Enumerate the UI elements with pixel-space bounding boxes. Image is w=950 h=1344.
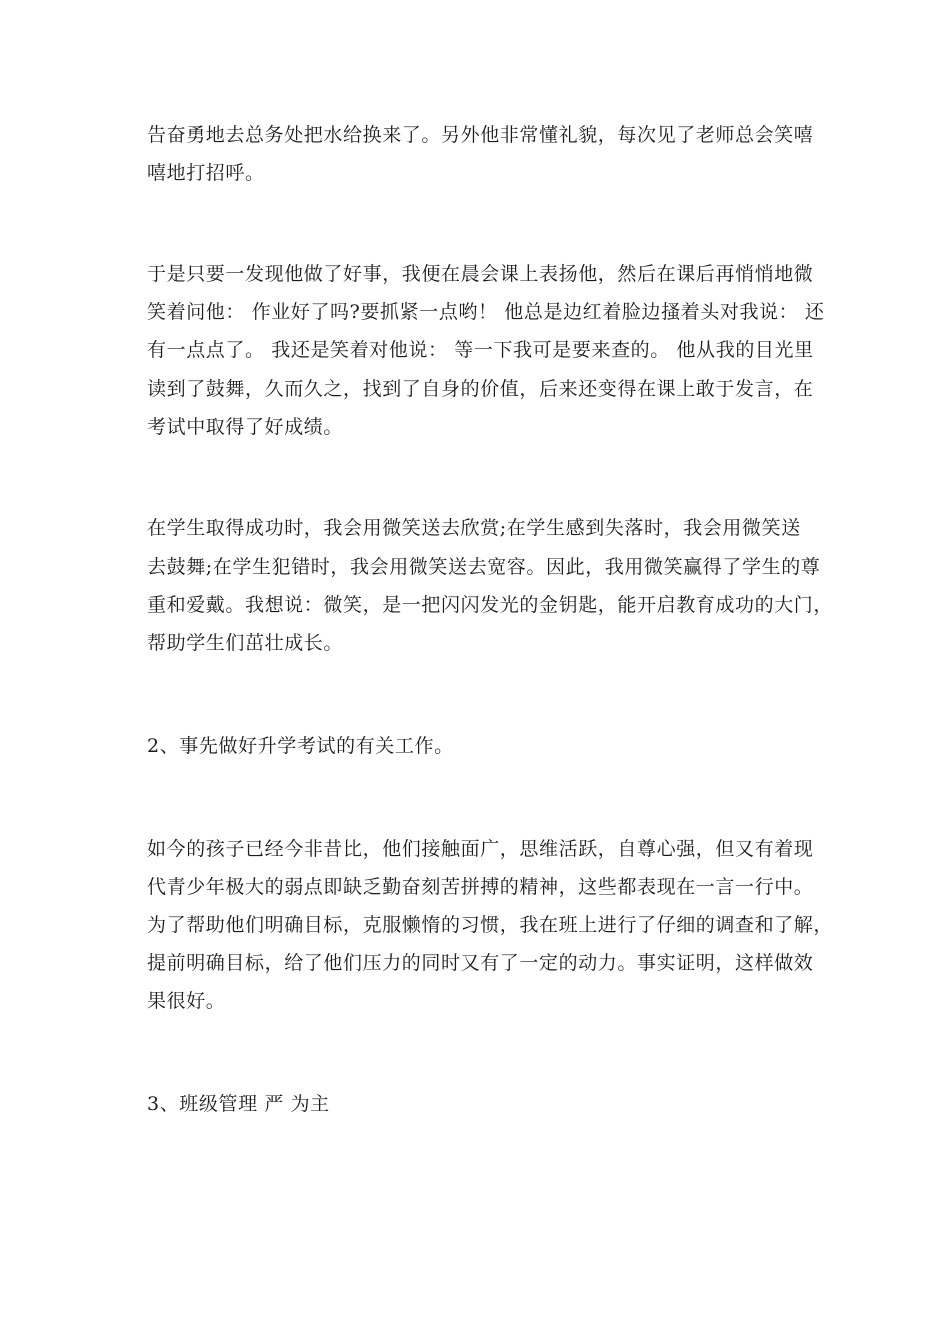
paragraph-5-line-3: 为了帮助他们明确目标，克服懒惰的习惯，我在班上进行了仔细的调查和了解， (147, 914, 834, 936)
paragraph-5-line-4: 提前明确目标，给了他们压力的同时又有了一定的动力。事实证明，这样做效 (147, 952, 814, 974)
paragraph-2-line-3: 有一点点了。 我还是笑着对他说： 等一下我可是要来查的。 他从我的目光里 (147, 339, 814, 361)
paragraph-5-line-1: 如今的孩子已经今非昔比，他们接触面广，思维活跃，自尊心强，但又有着现 (147, 838, 814, 860)
section-heading-2: 2、事先做好升学考试的有关工作。 (147, 735, 454, 757)
paragraph-1-line-2: 嘻地打招呼。 (147, 162, 265, 184)
paragraph-5-line-2: 代青少年极大的弱点即缺乏勤奋刻苦拼搏的精神，这些都表现在一言一行中。 (147, 876, 814, 898)
section-heading-3: 3、班级管理 严 为主 (147, 1093, 330, 1115)
paragraph-1-line-1: 告奋勇地去总务处把水给换来了。另外他非常懂礼貌，每次见了老师总会笑嘻 (147, 124, 814, 146)
paragraph-3-line-3: 重和爱戴。我想说：微笑，是一把闪闪发光的金钥匙，能开启教育成功的大门， (147, 594, 834, 616)
paragraph-2-line-4: 读到了鼓舞，久而久之，找到了自身的价值，后来还变得在课上敢于发言，在 (147, 378, 814, 400)
paragraph-2-line-1: 于是只要一发现他做了好事，我便在晨会课上表扬他，然后在课后再悄悄地微 (147, 263, 814, 285)
paragraph-5-line-5: 果很好。 (147, 990, 226, 1012)
paragraph-3-line-4: 帮助学生们茁壮成长。 (147, 632, 344, 654)
paragraph-3-line-2: 去鼓舞;在学生犯错时，我会用微笑送去宽容。因此，我用微笑赢得了学生的尊 (147, 556, 821, 578)
paragraph-2-line-2: 笑着问他： 作业好了吗?要抓紧一点哟！ 他总是边红着脸边搔着头对我说： 还 (147, 301, 825, 323)
paragraph-2-line-5: 考试中取得了好成绩。 (147, 416, 344, 438)
paragraph-3-line-1: 在学生取得成功时，我会用微笑送去欣赏;在学生感到失落时，我会用微笑送 (147, 517, 801, 539)
